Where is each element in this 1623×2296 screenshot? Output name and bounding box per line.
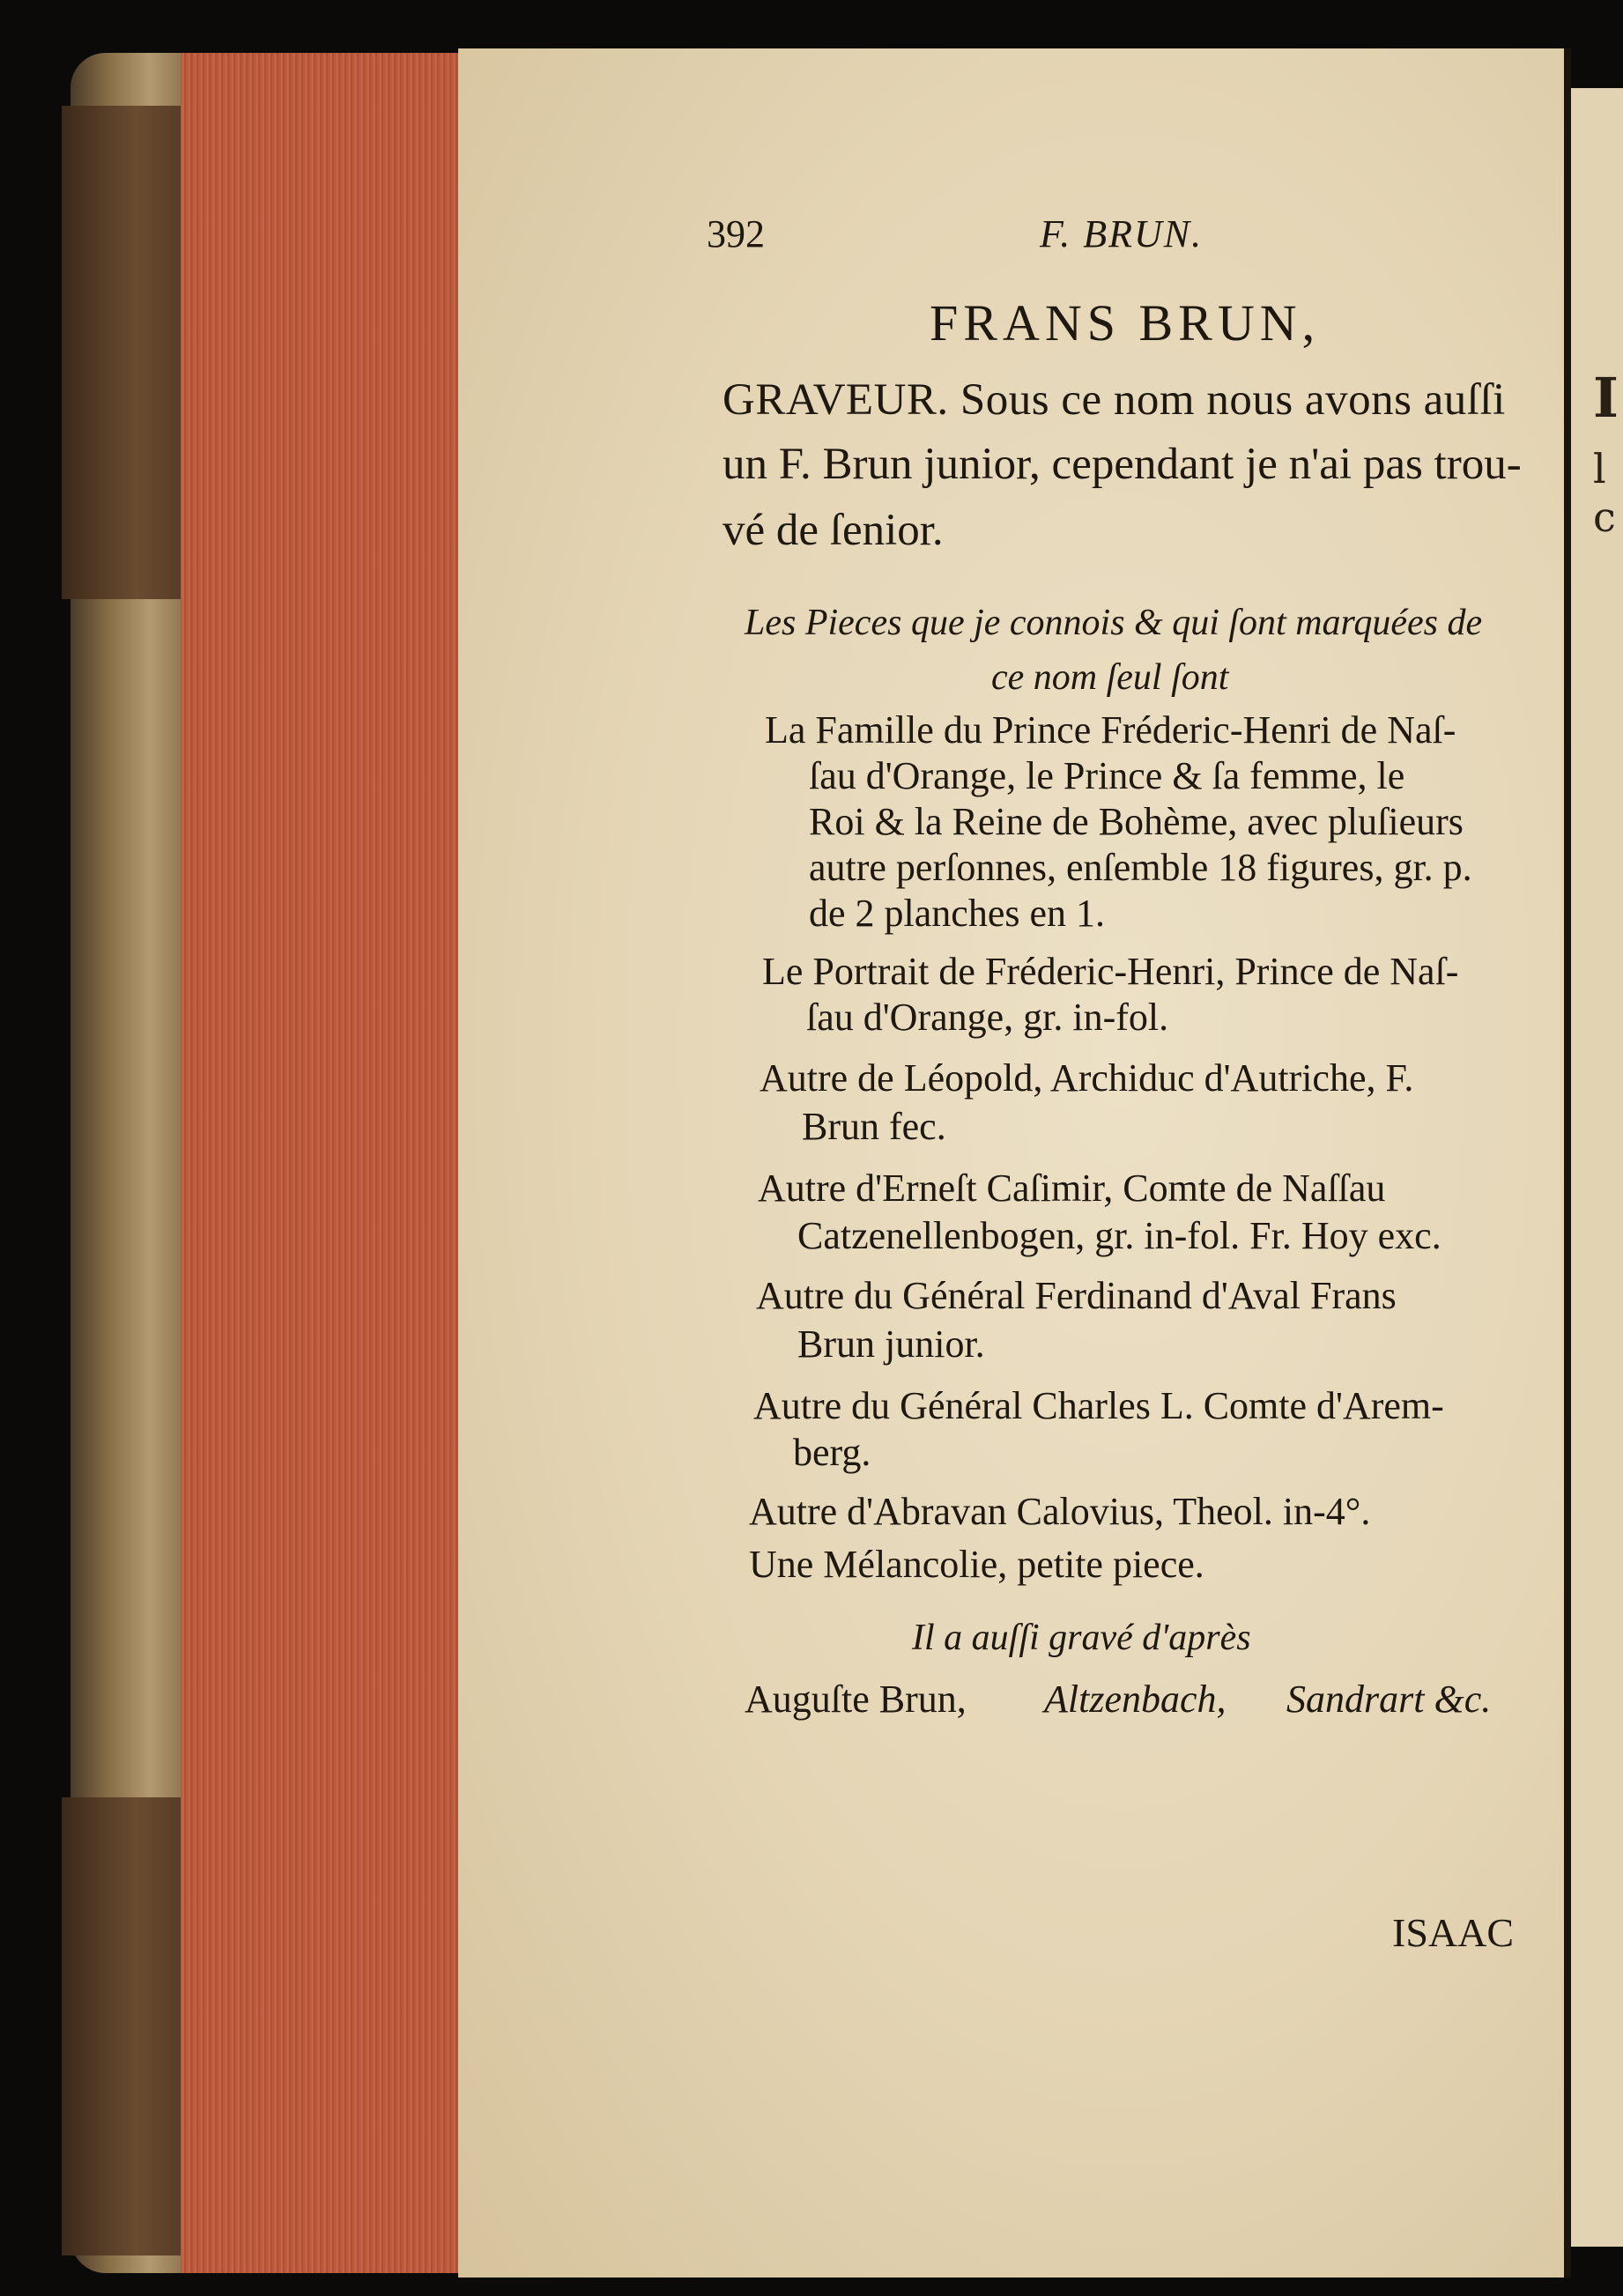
page-number: 392 (707, 212, 765, 256)
work-line: La Famille du Prince Fréderic-Henri de Naſ- (765, 708, 1456, 752)
intro-line: un F. Brun junior, cependant je n'ai pas trou- (723, 440, 1522, 489)
after-heading: Il a auſſi gravé d'après (912, 1618, 1251, 1658)
after-name: Altzenbach, (1044, 1678, 1227, 1721)
intro-line: GRAVEUR. Sous ce nom nous avons auſſi (723, 375, 1506, 425)
work-line: de 2 planches en 1. (809, 892, 1105, 935)
list-intro-line: Les Pieces que je connois & qui ſont marquées de (745, 603, 1483, 643)
work-line: Une Mélancolie, petite piece. (749, 1543, 1204, 1586)
red-page-edges (181, 53, 463, 2273)
entry-heading: FRANS BRUN, (930, 294, 1321, 352)
work-line: autre perſonnes, enſemble 18 figures, gr. p. (809, 846, 1472, 889)
after-name: Auguſte Brun, (745, 1678, 967, 1721)
work-line: Brun fec. (802, 1105, 946, 1148)
work-line: Autre d'Erneſt Caſimir, Comte de Naſſau (758, 1167, 1386, 1210)
work-line: Catzenellenbogen, gr. in-fol. Fr. Hoy exc. (797, 1214, 1441, 1257)
catchword: ISAAC (1392, 1910, 1515, 1955)
work-line: Autre du Général Ferdinand d'Aval Frans (756, 1274, 1397, 1317)
work-line: Brun junior. (797, 1322, 985, 1366)
intro-line: vé de ſenior. (723, 506, 944, 555)
work-line: Autre du Général Charles L. Comte d'Arem- (753, 1384, 1444, 1427)
book-page (458, 48, 1571, 2277)
work-line: ſau d'Orange, le Prince & ſa femme, le (809, 754, 1405, 797)
after-name: Sandrart &c. (1286, 1678, 1492, 1721)
running-head-title: F. BRUN. (1040, 212, 1204, 256)
work-line: Autre de Léopold, Archiduc d'Autriche, F. (760, 1056, 1414, 1100)
facing-page-letter: I (1593, 366, 1619, 430)
list-intro-line: ce nom ſeul ſont (991, 657, 1229, 698)
work-line: Le Portrait de Fréderic-Henri, Prince de Naſ- (762, 950, 1459, 993)
work-line: ſau d'Orange, gr. in-fol. (806, 996, 1169, 1039)
work-line: berg. (793, 1431, 871, 1474)
work-line: Autre d'Abravan Calovius, Theol. in-4°. (749, 1490, 1371, 1533)
facing-page-letter: c (1593, 493, 1616, 541)
facing-page-letter: l (1593, 445, 1606, 493)
work-line: Roi & la Reine de Bohème, avec pluſieurs (809, 800, 1464, 843)
